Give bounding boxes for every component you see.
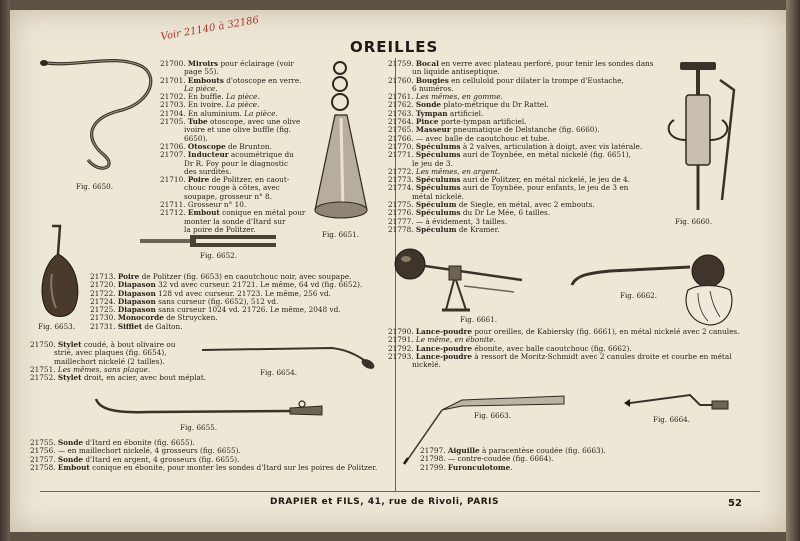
entry-number: 21774.	[388, 183, 414, 193]
entry-text: de Struycken.	[163, 313, 218, 323]
entry-text: 128 vd avec curseur. 21723. Le même, 256 vd.	[155, 288, 331, 298]
entry-text: sans curseur (fig. 6652), 512 vd.	[155, 296, 279, 306]
entry-name: Lance-poudre	[415, 351, 473, 361]
entry-text: d'otoscope en verre.	[223, 75, 302, 85]
entry-italic: La pièce.	[244, 108, 278, 118]
entry-name: Tube	[187, 117, 208, 127]
entry-number: 21766.	[388, 133, 414, 143]
catalog-entry	[30, 374, 230, 382]
catalog-entry	[388, 361, 738, 369]
entries-left-bottom	[30, 439, 392, 472]
entry-text: droit, en acier, avec bout méplat.	[81, 373, 207, 383]
fig-label-6655: Fig. 6655.	[180, 423, 218, 432]
entry-number: 21730.	[90, 313, 116, 323]
entry-text: ivoire et une olive buffle (fig.	[184, 125, 291, 135]
entry-text: plato-métrique du Dr Rattel.	[441, 100, 549, 110]
entry-text: de Politzer, en caout-	[209, 175, 290, 185]
entry-text: 6650).	[184, 133, 208, 143]
entry-name: Spéculums	[415, 150, 461, 160]
entry-name: Lance-poudre	[415, 343, 473, 353]
entry-text: chouc rouge à côtes, avec	[184, 183, 280, 193]
entry-number: 21777.	[388, 216, 414, 226]
entry-name: Pince	[415, 117, 439, 127]
entry-text: des surdités.	[184, 166, 232, 176]
entry-name: Poire	[187, 175, 210, 185]
entry-text: de Kramer.	[456, 224, 500, 234]
entry-text: .	[510, 462, 513, 472]
paracentesis-needle-illustration	[402, 388, 572, 466]
fig-label-6654: Fig. 6654.	[260, 368, 298, 377]
entry-text: en verre avec plateau perforé, pour tenir les sondes dans	[438, 59, 654, 68]
entry-text: page 55).	[184, 67, 219, 77]
entry-text: artificiel.	[447, 108, 484, 118]
entries-right-top	[388, 60, 658, 234]
entry-text: conique en métal pour	[219, 208, 306, 218]
entry-number: 21778.	[388, 224, 414, 234]
entry-name: Sifflet	[117, 321, 143, 331]
entry-number: 21772.	[388, 166, 414, 176]
entry-text: En buffle.	[187, 92, 227, 102]
entry-number: 21775.	[388, 200, 414, 210]
entry-number: 21765.	[388, 125, 414, 135]
entry-text: pour éclairage (voir	[218, 59, 294, 68]
entry-number: 21711.	[160, 200, 186, 210]
entry-italic: Les mêmes, sans plaque.	[57, 364, 151, 374]
entry-name: Inducteur	[187, 150, 229, 160]
counter-curved-needle-illustration	[620, 387, 732, 417]
catalog-entry	[90, 323, 390, 331]
entry-italic: La pièce.	[226, 92, 260, 102]
entry-text: strié, avec plaques (fig. 6654),	[54, 348, 167, 358]
entry-name: Embout	[187, 208, 220, 218]
ebonite-blower-illustration	[570, 245, 740, 330]
entry-number: 21762.	[388, 100, 414, 110]
entry-text: de Brunton.	[225, 141, 272, 151]
page-number: 52	[728, 498, 742, 509]
entry-text: monter la sonde d'Itard sur	[184, 216, 286, 226]
entry-italic: Les mêmes, en gomme.	[415, 92, 503, 102]
entries-right-middle	[388, 328, 738, 369]
entry-text: du Dr Le Mée, 6 tailles.	[460, 208, 551, 218]
entry-text: — à évidement, 3 tailles.	[415, 216, 508, 226]
entry-text: d'Itard en argent, 4 grosseurs (fig. 6655).	[83, 454, 240, 464]
itard-catheter-illustration	[90, 395, 330, 417]
page-title: OREILLES	[350, 38, 439, 56]
entry-number: 21797.	[420, 446, 446, 455]
entry-number: 21760.	[388, 75, 414, 85]
entries-left-stylet	[30, 341, 230, 382]
entry-text: auri de Politzer, en métal nickelé, le jeu de 4.	[460, 175, 630, 185]
entry-number: 21761.	[388, 92, 414, 102]
entry-number: 21764.	[388, 117, 414, 127]
entry-name: Furonculotome	[447, 462, 511, 472]
entry-number: 21756.	[30, 446, 56, 456]
entry-number: 21757.	[30, 454, 56, 464]
fig-label-6660: Fig. 6660.	[675, 217, 713, 226]
entry-name: Spéculums	[415, 175, 461, 185]
politzer-bulb-illustration	[38, 224, 83, 319]
stylet-illustration	[202, 342, 377, 372]
entry-text: 32 vd avec curseur. 21721. Le même, 64 vd (fig. 6652).	[155, 280, 363, 290]
entry-number: 21759.	[388, 59, 414, 68]
entry-text: nickelé.	[412, 360, 441, 370]
entry-number: 21771.	[388, 150, 414, 160]
entry-text: auri de Toynbée, pour enfants, le jeu de 3 en	[460, 183, 629, 193]
entry-number: 21724.	[90, 296, 116, 306]
fig-label-6664: Fig. 6664.	[653, 415, 691, 424]
entry-number: 21701.	[160, 75, 186, 85]
entry-number: 21700.	[160, 59, 186, 68]
fig-label-6651: Fig. 6651.	[322, 230, 360, 239]
entry-name: Spéculum	[415, 224, 457, 234]
handwritten-note: Voir 21140 à 32186	[160, 14, 260, 43]
entry-text: conique en ébonite, pour monter les sondes d'Itard sur les poires de Politzer.	[89, 462, 378, 472]
entry-number: 21704.	[160, 108, 186, 118]
entry-number: 21758.	[30, 462, 56, 472]
publisher-footer: DRAPIER et FILS, 41, rue de Rivoli, PARIS	[270, 497, 499, 507]
entry-italic: La pièce.	[225, 100, 260, 110]
fig-label-6661: Fig. 6661.	[460, 315, 498, 324]
entry-name: Spéculums	[415, 141, 461, 151]
fig-label-6650: Fig. 6650.	[76, 182, 114, 191]
entry-name: Diapason	[117, 296, 156, 306]
entry-text: pour oreilles, de Kabiersky (fig. 6661), en métal nickelé avec 2 canules.	[472, 327, 740, 336]
entry-number: 21722.	[90, 288, 116, 298]
entry-text: à paracentèse coudée (fig. 6663).	[479, 446, 606, 455]
entry-number: 21713.	[90, 272, 116, 281]
entry-text: de Siegle, en métal, avec 2 embouts.	[456, 200, 595, 210]
entry-name: Spéculum	[415, 200, 457, 210]
entry-name: Lance-poudre	[415, 327, 473, 336]
footer-rule	[40, 491, 760, 492]
entry-number: 21731.	[90, 321, 116, 331]
entry-name: Embouts	[187, 75, 224, 85]
entry-text: maillechort nickelé (2 tailles).	[54, 356, 165, 366]
entry-name: Miroirs	[187, 59, 219, 68]
entry-text: — en maillechort nickelé, 4 grosseurs (fig. 6655).	[57, 446, 241, 456]
entry-number: 21792.	[388, 343, 414, 353]
entry-text: 6 numéros.	[412, 83, 454, 93]
entry-text: Grosseur n° 10.	[187, 200, 247, 210]
entry-text: sans curseur 1024 vd. 21726. Le même, 2048 vd.	[155, 305, 341, 315]
entry-name: Diapason	[117, 305, 156, 315]
entries-left-top	[160, 60, 320, 234]
entry-name: Stylet	[57, 340, 82, 349]
entry-number: 21710.	[160, 175, 186, 185]
book-binding	[0, 0, 10, 541]
entry-number: 21755.	[30, 438, 56, 447]
book-edge	[786, 0, 800, 541]
entry-text: le jeu de 3.	[412, 158, 453, 168]
entries-left-middle	[90, 273, 390, 331]
entry-text: d'Itard en ébonite (fig. 6655).	[83, 438, 195, 447]
fig-label-6652: Fig. 6652.	[200, 251, 238, 260]
entry-text: porte-tympan artificiel.	[438, 117, 527, 127]
fig-label-6663: Fig. 6663.	[474, 411, 512, 420]
entry-text: Dr R. Foy pour le diagnostic	[184, 158, 289, 168]
entry-number: 21705.	[160, 117, 186, 127]
entry-number: 21720.	[90, 280, 116, 290]
entry-text: un liquide antiseptique.	[412, 67, 500, 77]
entry-name: Spéculums	[415, 208, 461, 218]
entry-name: Spéculums	[415, 183, 461, 193]
entry-name: Embout	[57, 462, 90, 472]
entry-text: pneumatique de Delstanche (fig. 6660).	[450, 125, 600, 135]
entry-number: 21790.	[388, 327, 414, 336]
entry-text: — contre-coudée (fig. 6664).	[447, 454, 554, 464]
entry-number: 21702.	[160, 92, 186, 102]
entry-name: Otoscope	[187, 141, 226, 151]
otoscope-tube-illustration	[38, 55, 158, 180]
entry-text: ébonite, avec balle caoutchouc (fig. 6662).	[472, 343, 632, 353]
entry-text: à ressort de Moritz-Schmidt avec 2 canules droite et courbe en métal	[472, 351, 732, 361]
entry-text: en celluloïd pour dilater la trompe d'Eustache,	[448, 75, 624, 85]
entry-number: 21712.	[160, 208, 186, 218]
entry-name: Stylet	[57, 373, 82, 383]
entry-italic: Les mêmes, en argent.	[415, 166, 501, 176]
entry-text: acoumétrique du	[228, 150, 294, 160]
entry-name: Sonde	[415, 100, 442, 110]
fig-label-6653: Fig. 6653.	[38, 322, 76, 331]
entry-text: coudé, à bout olivaire ou	[81, 340, 176, 349]
entry-name: Sonde	[57, 454, 84, 464]
entry-number: 21703.	[160, 100, 186, 110]
entry-text: de Politzer (fig. 6653) en caoutchouc noir, avec soupape.	[139, 272, 352, 281]
catalog-page	[10, 10, 786, 532]
catalog-entry	[30, 464, 392, 472]
entry-number: 21791.	[388, 335, 414, 345]
entry-text: otoscope, avec une olive	[207, 117, 301, 127]
tuning-fork-illustration	[140, 232, 280, 252]
entry-name: Sonde	[57, 438, 84, 447]
entry-text: auri de Toynbée, en métal nickelé (fig. 6651),	[460, 150, 631, 160]
entry-italic: Le même, en ébonite.	[415, 335, 496, 345]
entry-number: 21750.	[30, 340, 56, 349]
entry-text: En ivoire.	[187, 100, 226, 110]
catalog-entry	[388, 226, 658, 234]
entry-number: 21707.	[160, 150, 186, 160]
entry-name: Diapason	[117, 280, 156, 290]
entry-text: — avec balle de caoutchouc et tube.	[415, 133, 550, 143]
entry-number: 21763.	[388, 108, 414, 118]
entry-number: 21776.	[388, 208, 414, 218]
entry-text: de Galton.	[142, 321, 183, 331]
speculum-illustration	[305, 60, 385, 230]
entry-name: Diapason	[117, 288, 156, 298]
entry-text: En aluminium.	[187, 108, 245, 118]
entry-number: 21799.	[420, 462, 446, 472]
entry-number: 21793.	[388, 351, 414, 361]
fig-label-6662: Fig. 6662.	[620, 291, 658, 300]
entry-name: Aiguille	[447, 446, 480, 455]
entry-name: Tympan	[415, 108, 448, 118]
entry-name: Bougies	[415, 75, 449, 85]
entry-number: 21706.	[160, 141, 186, 151]
entry-name: Masseur	[415, 125, 451, 135]
entry-text: soupape, grosseur n° 8.	[184, 191, 272, 201]
masseur-illustration	[660, 60, 740, 215]
entry-number: 21770.	[388, 141, 414, 151]
entry-name: Bocal	[415, 59, 439, 68]
entry-text: métal nickelé.	[412, 191, 465, 201]
entry-number: 21773.	[388, 175, 414, 185]
entry-name: Monocorde	[117, 313, 164, 323]
entry-name: Poire	[117, 272, 140, 281]
kabiersky-blower-illustration	[394, 246, 534, 316]
entry-number: 21751.	[30, 364, 56, 374]
entry-text: la poire de Politzer.	[184, 224, 256, 234]
entry-text: à 2 valves, articulation à doigt, avec vis latérale.	[460, 141, 643, 151]
entry-number: 21725.	[90, 305, 116, 315]
entry-italic: La pièce.	[184, 83, 218, 93]
entry-number: 21798.	[420, 454, 446, 464]
entry-number: 21752.	[30, 373, 56, 383]
